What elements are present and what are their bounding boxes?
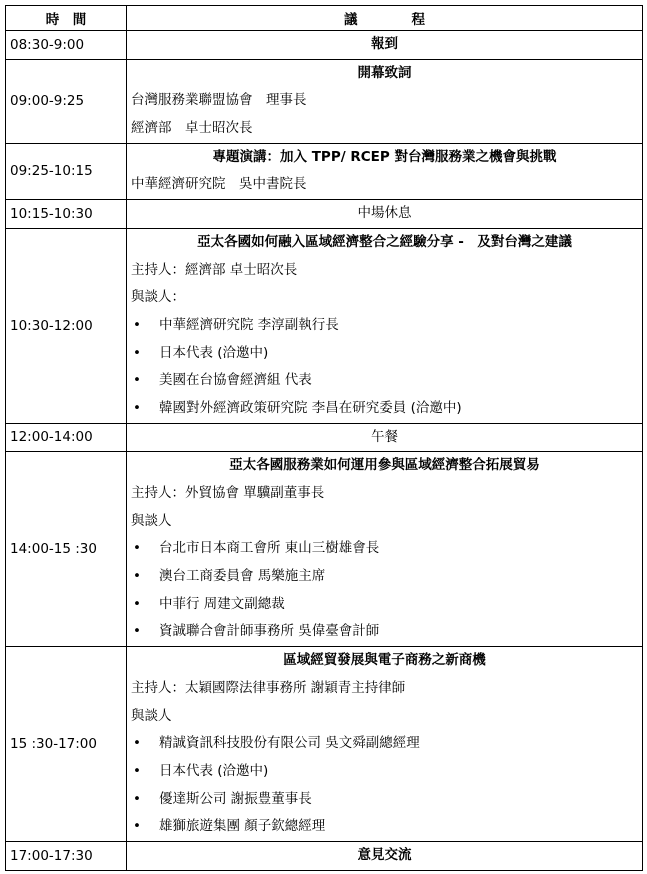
program-cell bbox=[127, 228, 643, 423]
table-row bbox=[6, 423, 643, 452]
panelist-item: • 精誠資訊科技股份有限公司 吳文舜副總經理 bbox=[131, 730, 638, 758]
host-line: 主持人：經濟部 卓士昭次長 bbox=[131, 261, 298, 278]
break-label: 中場休息 bbox=[357, 205, 412, 222]
table-row bbox=[6, 59, 643, 143]
session-title: 專題演講：加入 TPP/ RCEP 對台灣服務業之機會與挑戰 bbox=[212, 148, 557, 165]
program-cell bbox=[127, 200, 643, 229]
agenda-table bbox=[5, 5, 643, 871]
panelist-item: • 日本代表 (洽邀中) bbox=[131, 758, 638, 786]
time-cell: 09:25-10:15 bbox=[6, 143, 127, 199]
panelist-item: • 資誠聯合會計師事務所 吳偉臺會計師 bbox=[131, 618, 638, 646]
program-cell bbox=[127, 59, 643, 143]
table-row bbox=[6, 31, 643, 60]
session-title: 亞太各國服務業如何運用參與區域經濟整合拓展貿易 bbox=[229, 457, 540, 474]
table-row bbox=[6, 200, 643, 229]
time-cell: 10:30-12:00 bbox=[6, 228, 127, 423]
panelist-item: • 中菲行 周建文副總裁 bbox=[131, 591, 638, 619]
host-line: 主持人：太穎國際法律事務所 謝穎青主持律師 bbox=[131, 679, 406, 696]
time-cell: 08:30-9:00 bbox=[6, 31, 127, 60]
session-title: 意見交流 bbox=[357, 846, 412, 863]
panelist-item: • 雄獅旅遊集團 顏子欽總經理 bbox=[131, 813, 638, 841]
panelist-item: • 台北市日本商工會所 東山三樹雄會長 bbox=[131, 535, 638, 563]
time-cell: 09:00-9:25 bbox=[6, 59, 127, 143]
session-title: 亞太各國如何融入區域經濟整合之經驗分享 - 及對台灣之建議 bbox=[197, 233, 572, 250]
speaker-line: 經濟部 卓士昭次長 bbox=[131, 120, 253, 137]
time-cell: 15 :30-17:00 bbox=[6, 647, 127, 842]
session-title: 報到 bbox=[371, 36, 398, 52]
time-cell: 12:00-14:00 bbox=[6, 423, 127, 452]
header-time: 時 間 bbox=[6, 6, 127, 31]
panelist-item: • 優達斯公司 謝振豊董事長 bbox=[131, 786, 638, 814]
program-cell bbox=[127, 143, 643, 199]
table-row bbox=[6, 228, 643, 423]
time-cell: 10:15-10:30 bbox=[6, 200, 127, 229]
session-title: 區域經貿發展與電子商務之新商機 bbox=[283, 652, 486, 669]
panelist-item: • 韓國對外經濟政策研究院 李昌在研究委員 (洽邀中) bbox=[131, 395, 638, 423]
panelist-item: • 澳台工商委員會 馬樂施主席 bbox=[131, 563, 638, 591]
program-cell bbox=[127, 423, 643, 452]
panelist-item: • 日本代表 (洽邀中) bbox=[131, 340, 638, 368]
table-row bbox=[6, 452, 643, 647]
time-cell: 14:00-15 :30 bbox=[6, 452, 127, 647]
program-cell bbox=[127, 452, 643, 647]
session-title: 開幕致詞 bbox=[357, 64, 412, 81]
break-label: 午餐 bbox=[371, 428, 398, 445]
program-cell bbox=[127, 647, 643, 842]
panelist-item: • 美國在台協會經濟組 代表 bbox=[131, 367, 638, 395]
speaker-line: 台灣服務業聯盟協會 理事長 bbox=[131, 92, 307, 109]
program-cell bbox=[127, 841, 643, 870]
panel-label: 與談人 bbox=[131, 512, 172, 529]
speaker-line: 中華經濟研究院 吳中書院長 bbox=[131, 176, 307, 193]
header-row bbox=[6, 6, 643, 31]
header-program: 議 程 bbox=[127, 6, 643, 31]
time-cell: 17:00-17:30 bbox=[6, 841, 127, 870]
table-row bbox=[6, 143, 643, 199]
table-row bbox=[6, 647, 643, 842]
panelist-item: • 中華經濟研究院 李淳副執行長 bbox=[131, 312, 638, 340]
panel-label: 與談人 bbox=[131, 707, 172, 724]
program-cell bbox=[127, 31, 643, 60]
table-row bbox=[6, 841, 643, 870]
host-line: 主持人：外貿協會 單驥副董事長 bbox=[131, 485, 325, 501]
panel-label: 與談人： bbox=[131, 289, 185, 306]
